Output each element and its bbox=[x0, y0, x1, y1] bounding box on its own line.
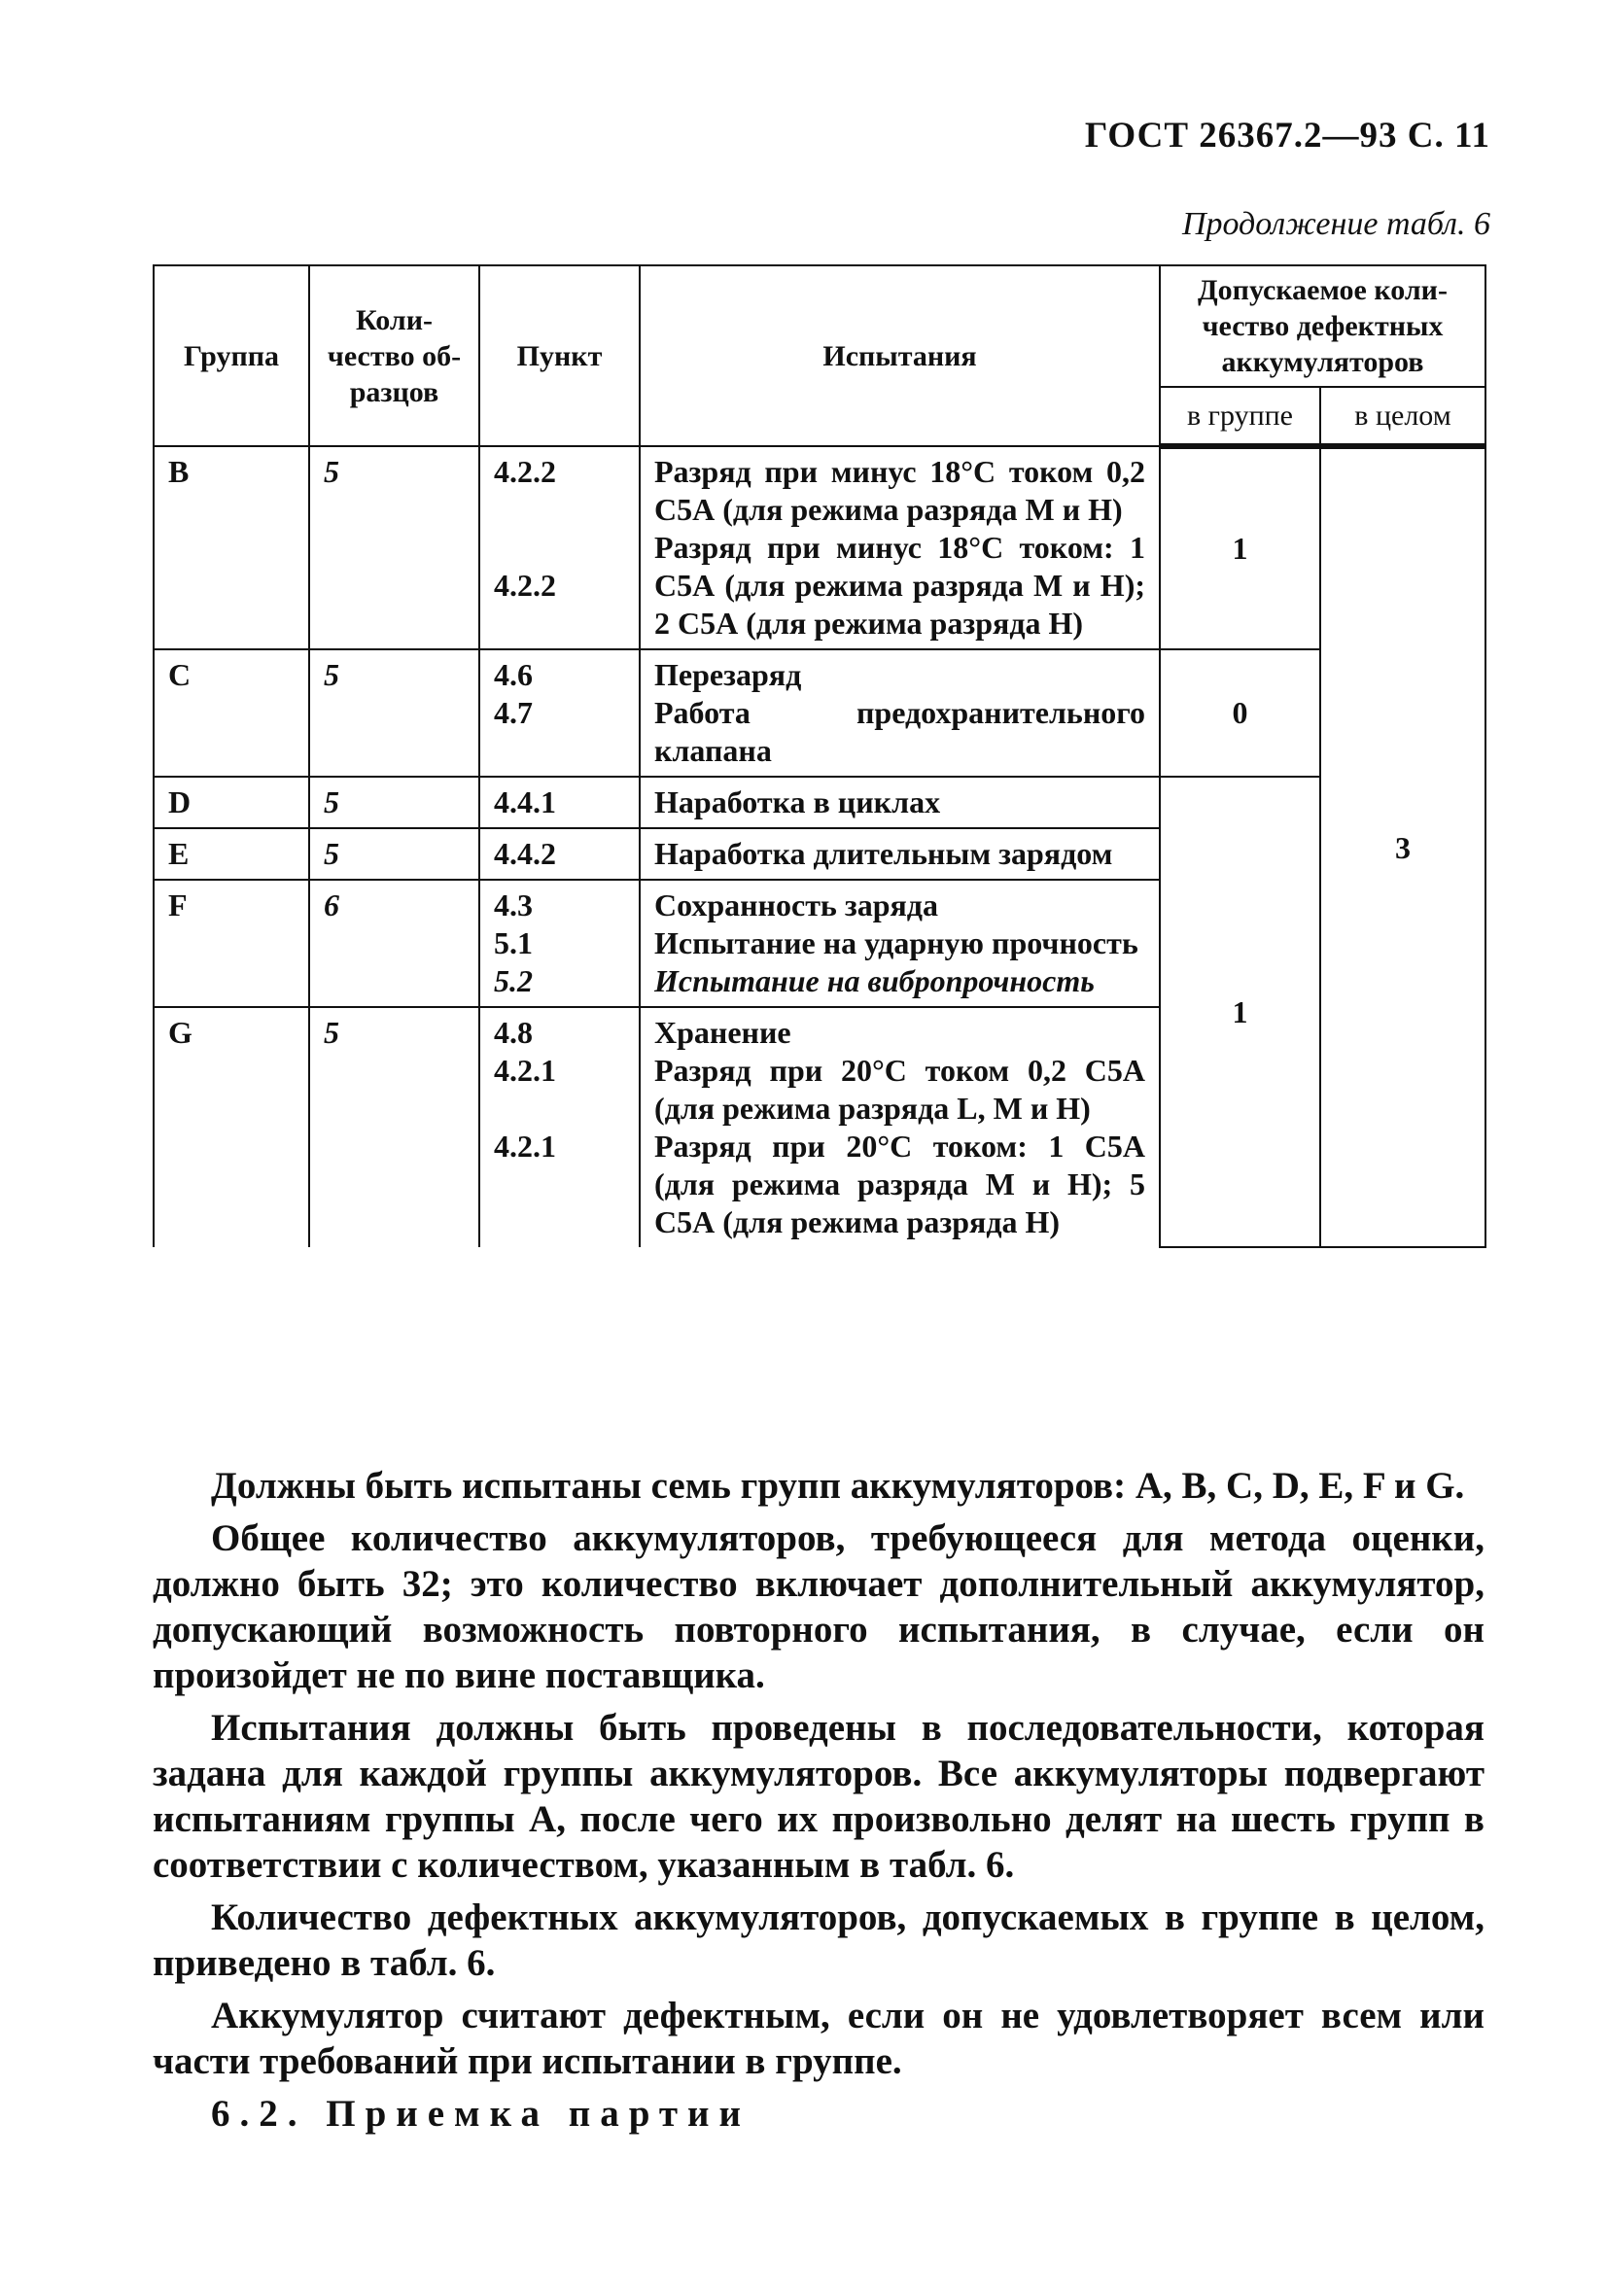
header-allowed-defects: Допускаемое коли-чество дефектных аккумуляторов bbox=[1160, 265, 1485, 387]
test-item: Испытание на вибропрочность bbox=[654, 963, 1095, 998]
cell-in-group: 1 bbox=[1160, 777, 1320, 1247]
point-item: 4.2.1 bbox=[494, 1129, 556, 1164]
test-item: Разряд при минус 18°С током: 1 С5А (для режима разряда М и Н); 2 С5А (для режима разряда Н) bbox=[654, 530, 1145, 641]
paragraph: Испытания должны быть проведены в последовательности, которая задана для каждой группы аккумуляторов. Все аккумуляторы подвергают испытаниям группы А, после чего их произвольно делят на шесть групп в соответствии с количеством, указанным в табл. 6. bbox=[153, 1707, 1485, 1886]
test-item: Разряд при минус 18°С током 0,2 С5А (для режима разряда М и Н) bbox=[654, 454, 1145, 527]
cell-points bbox=[479, 446, 640, 649]
cell-tests bbox=[640, 828, 1160, 880]
cell-count: 6 bbox=[309, 880, 479, 1007]
section-heading: 6.2. Приемка партии bbox=[211, 2093, 751, 2135]
cell-points bbox=[479, 880, 640, 1007]
cell-in-group: 0 bbox=[1160, 649, 1320, 777]
cell-tests bbox=[640, 880, 1160, 1007]
point-item: 4.2.2 bbox=[494, 568, 556, 603]
paragraph: Общее количество аккумуляторов, требующееся для метода оценки, должно быть 32; это количество включает дополнительный аккумулятор, допускающий возможность повторного испытания, в случае, если он произойдет не по вине поставщика. bbox=[153, 1517, 1485, 1696]
point-item: 4.4.1 bbox=[494, 784, 556, 819]
cell-points bbox=[479, 777, 640, 828]
cell-group: F bbox=[154, 880, 309, 1007]
test-item: Работа предохранительного клапана bbox=[654, 695, 1145, 768]
cell-points bbox=[479, 828, 640, 880]
test-item: Разряд при 20°С током: 1 С5А (для режима разряда М и Н); 5 С5А (для режима разряда Н) bbox=[654, 1129, 1145, 1239]
point-item: 5.2 bbox=[494, 963, 533, 998]
test-item: Хранение bbox=[654, 1015, 791, 1050]
header-tests: Испытания bbox=[640, 265, 1160, 446]
test-item: Наработка длительным зарядом bbox=[654, 836, 1113, 871]
cell-in-group: 1 bbox=[1160, 446, 1320, 649]
header-point: Пункт bbox=[479, 265, 640, 446]
point-item: 4.8 bbox=[494, 1015, 533, 1050]
cell-count: 5 bbox=[309, 777, 479, 828]
point-item: 4.7 bbox=[494, 695, 533, 730]
test-item: Сохранность заряда bbox=[654, 887, 938, 922]
cell-group: G bbox=[154, 1007, 309, 1247]
document-header: ГОСТ 26367.2—93 С. 11 bbox=[1084, 116, 1490, 156]
cell-tests bbox=[640, 1007, 1160, 1247]
point-item: 4.3 bbox=[494, 887, 533, 922]
table-row bbox=[154, 777, 1485, 828]
test-item: Разряд при 20°С током 0,2 С5А (для режима разряда L, М и Н) bbox=[654, 1053, 1145, 1126]
cell-group: D bbox=[154, 777, 309, 828]
cell-count: 5 bbox=[309, 649, 479, 777]
cell-tests bbox=[640, 446, 1160, 649]
cell-points bbox=[479, 649, 640, 777]
cell-count: 5 bbox=[309, 828, 479, 880]
test-item: Наработка в циклах bbox=[654, 784, 941, 819]
test-item: Испытание на ударную прочность bbox=[654, 925, 1138, 960]
body-text bbox=[153, 1463, 1485, 2143]
header-group: Группа bbox=[154, 265, 309, 446]
point-item: 4.2.2 bbox=[494, 454, 556, 489]
table-row bbox=[154, 446, 1485, 649]
paragraph: Количество дефектных аккумуляторов, допускаемых в группе в целом, приведено в табл. 6. bbox=[153, 1896, 1485, 1984]
table-caption: Продолжение табл. 6 bbox=[1181, 206, 1490, 242]
cell-group: B bbox=[154, 446, 309, 649]
cell-overall: 3 bbox=[1320, 446, 1485, 1247]
header-overall: в целом bbox=[1320, 387, 1485, 446]
paragraph: Аккумулятор считают дефектным, если он не удовлетворяет всем или части требований при испытании в группе. bbox=[153, 1995, 1485, 2082]
test-item: Перезаряд bbox=[654, 657, 802, 692]
cell-tests bbox=[640, 649, 1160, 777]
tests-table bbox=[153, 264, 1486, 1248]
header-count: Коли-чество об-разцов bbox=[309, 265, 479, 446]
header-in-group: в группе bbox=[1160, 387, 1320, 446]
table-row bbox=[154, 649, 1485, 777]
point-item: 4.2.1 bbox=[494, 1053, 556, 1088]
cell-count: 5 bbox=[309, 1007, 479, 1247]
cell-group: C bbox=[154, 649, 309, 777]
paragraph: Должны быть испытаны семь групп аккумуляторов: А, В, С, D, Е, F и G. bbox=[211, 1465, 1465, 1507]
point-item: 4.4.2 bbox=[494, 836, 556, 871]
point-item: 4.6 bbox=[494, 657, 533, 692]
point-item: 5.1 bbox=[494, 925, 533, 960]
cell-points bbox=[479, 1007, 640, 1247]
cell-count: 5 bbox=[309, 446, 479, 649]
cell-group: E bbox=[154, 828, 309, 880]
cell-tests bbox=[640, 777, 1160, 828]
